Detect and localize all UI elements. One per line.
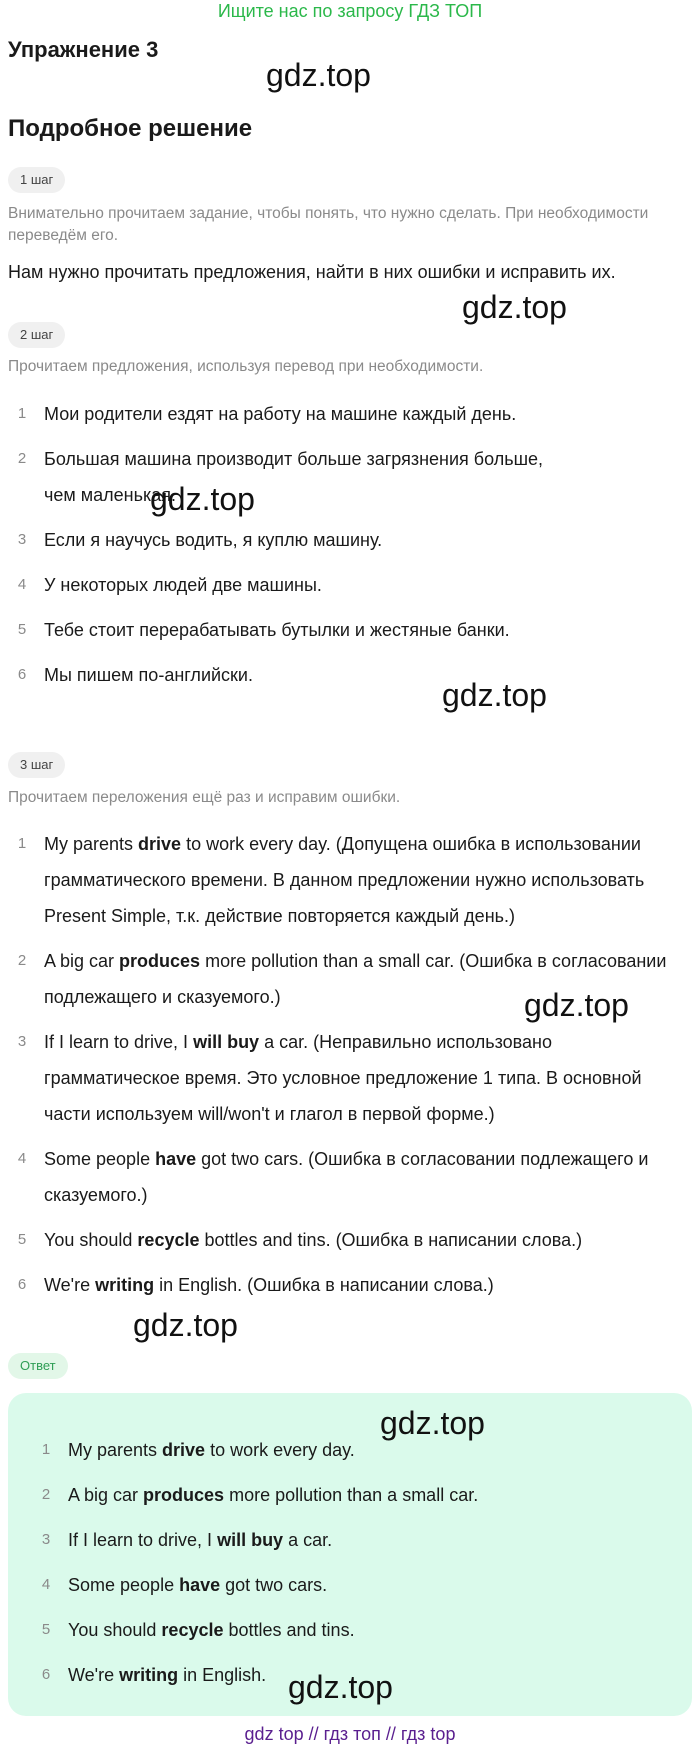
item-number: 5: [17, 621, 27, 638]
list-item: [0, 1267, 700, 1303]
item-text-bold: drive: [138, 834, 182, 854]
item-text-pre: Some people: [44, 1149, 156, 1169]
item-number: 2: [17, 952, 27, 969]
list-item: [0, 441, 700, 513]
watermark: gdz.top: [266, 57, 371, 93]
item-text-bold: have: [179, 1575, 221, 1595]
list-item: [24, 1611, 684, 1649]
answer-chip: Ответ: [8, 1353, 68, 1379]
search-banner: Ищите нас по запросу ГДЗ ТОП: [217, 1, 483, 21]
step-3-hint: Прочитаем переложения ещё раз и исправим ошибки.: [8, 789, 401, 806]
item-text: Если я научусь водить, я куплю машину.: [44, 530, 383, 550]
item-text: У некоторых людей две машины.: [44, 575, 322, 595]
item-number: 3: [17, 1033, 27, 1050]
item-text: [68, 1611, 684, 1649]
item-text-bold: drive: [162, 1440, 206, 1460]
item-number: 5: [17, 1231, 27, 1248]
list-item: [0, 1222, 700, 1258]
item-text-post: in English. (Ошибка в написании слова.): [154, 1275, 494, 1295]
watermark: gdz.top: [288, 1669, 393, 1705]
item-text: [68, 1476, 684, 1514]
item-text-bold: will buy: [217, 1530, 284, 1550]
step-3-list: [0, 826, 700, 1312]
list-item: [0, 826, 700, 934]
item-text-pre: My parents: [68, 1440, 163, 1460]
list-item: [0, 657, 700, 693]
item-text: [44, 826, 700, 934]
watermark: gdz.top: [462, 289, 567, 325]
item-text: [68, 1431, 684, 1469]
item-text: [44, 1267, 700, 1303]
item-text: Тебе стоит перерабатывать бутылки и жестяные банки.: [44, 620, 510, 640]
item-number: 1: [17, 835, 27, 852]
item-text-post: to work every day. (Допущена ошибка в использовании грамматического времени. В данном предложении нужно использовать Present Simple, т.к. действие повторяется каждый день.): [44, 834, 645, 926]
item-number: 4: [41, 1576, 51, 1593]
item-text-pre: A big car: [44, 951, 120, 971]
exercise-title: Упражнение 3: [8, 37, 159, 62]
item-number: 4: [17, 576, 27, 593]
watermark: gdz.top: [133, 1307, 238, 1343]
list-item: [0, 1024, 700, 1132]
item-text-post: more pollution than a small car. (Ошибка в согласовании подлежащего и сказуемого.): [44, 951, 667, 1007]
item-text-post: got two cars.: [220, 1575, 328, 1595]
item-text-post: more pollution than a small car.: [224, 1485, 479, 1505]
answer-list: [24, 1431, 684, 1701]
item-text-post: got two cars. (Ошибка в согласовании подлежащего и сказуемого.): [44, 1149, 649, 1205]
item-text-pre: If I learn to drive, I: [44, 1032, 194, 1052]
step-1-chip: 1 шаг: [8, 167, 65, 193]
item-text: [68, 1521, 684, 1559]
list-item: [0, 396, 700, 432]
item-text-bold: recycle: [137, 1230, 200, 1250]
item-text-pre: You should: [68, 1620, 162, 1640]
step-2-list: [0, 396, 700, 702]
list-item: [0, 567, 700, 603]
list-item: [24, 1476, 684, 1514]
item-text-bold: recycle: [161, 1620, 224, 1640]
step-2-chip: 2 шаг: [8, 322, 65, 348]
item-text: Мои родители ездят на работу на машине каждый день.: [44, 404, 517, 424]
item-text-post: a car. (Неправильно использовано грамматическое время. Это условное предложение 1 типа. В основной части используем will/won't и глагол в первой форме.): [44, 1032, 642, 1124]
item-text-post: in English.: [178, 1665, 267, 1685]
item-text-bold: writing: [119, 1665, 179, 1685]
item-text: Мы пишем по-английски.: [44, 665, 253, 685]
item-text-bold: writing: [95, 1275, 155, 1295]
item-text-pre: You should: [44, 1230, 138, 1250]
step-1-text: Нам нужно прочитать предложения, найти в них ошибки и исправить их.: [8, 262, 616, 282]
item-text-pre: We're: [68, 1665, 120, 1685]
item-number: 1: [17, 405, 27, 422]
item-number: 3: [41, 1531, 51, 1548]
item-text-post: a car.: [283, 1530, 333, 1550]
item-number: 5: [41, 1621, 51, 1638]
item-number: 2: [41, 1486, 51, 1503]
watermark: gdz.top: [380, 1405, 485, 1441]
item-text: [44, 1024, 700, 1132]
solution-title: Подробное решение: [8, 115, 253, 142]
footer-links[interactable]: gdz top // гдз топ // гдз top: [244, 1724, 456, 1744]
item-text: Большая машина производит больше загрязнения больше, чем маленькая.: [44, 449, 544, 505]
item-text-pre: Some people: [68, 1575, 180, 1595]
item-text-bold: have: [155, 1149, 197, 1169]
list-item: [24, 1521, 684, 1559]
item-number: 4: [17, 1150, 27, 1167]
item-text-post: to work every day.: [205, 1440, 355, 1460]
item-text-bold: will buy: [193, 1032, 260, 1052]
list-item: [24, 1566, 684, 1604]
item-number: 2: [17, 450, 27, 467]
item-text: [44, 1141, 700, 1213]
item-number: 6: [41, 1666, 51, 1683]
item-text-pre: My parents: [44, 834, 139, 854]
item-text-pre: If I learn to drive, I: [68, 1530, 218, 1550]
list-item: [0, 612, 700, 648]
item-number: 1: [41, 1441, 51, 1458]
item-text-pre: A big car: [68, 1485, 144, 1505]
list-item: [0, 522, 700, 558]
item-text-pre: We're: [44, 1275, 96, 1295]
item-text: [44, 1222, 700, 1258]
item-number: 6: [17, 666, 27, 683]
item-number: 6: [17, 1276, 27, 1293]
step-1-hint: Внимательно прочитаем задание, чтобы понять, что нужно сделать. При необходимости переведём его.: [8, 205, 649, 244]
item-text-post: bottles and tins. (Ошибка в написании слова.): [199, 1230, 583, 1250]
watermark: gdz.top: [150, 481, 255, 517]
watermark: gdz.top: [524, 987, 629, 1023]
step-2-hint: Прочитаем предложения, используя перевод при необходимости.: [8, 358, 484, 375]
step-3-chip: 3 шаг: [8, 752, 65, 778]
item-text: [68, 1566, 684, 1604]
list-item: [24, 1431, 684, 1469]
item-text-post: bottles and tins.: [223, 1620, 355, 1640]
item-text-bold: produces: [143, 1485, 225, 1505]
item-number: 3: [17, 531, 27, 548]
list-item: [0, 1141, 700, 1213]
watermark: gdz.top: [442, 677, 547, 713]
item-text-bold: produces: [119, 951, 201, 971]
